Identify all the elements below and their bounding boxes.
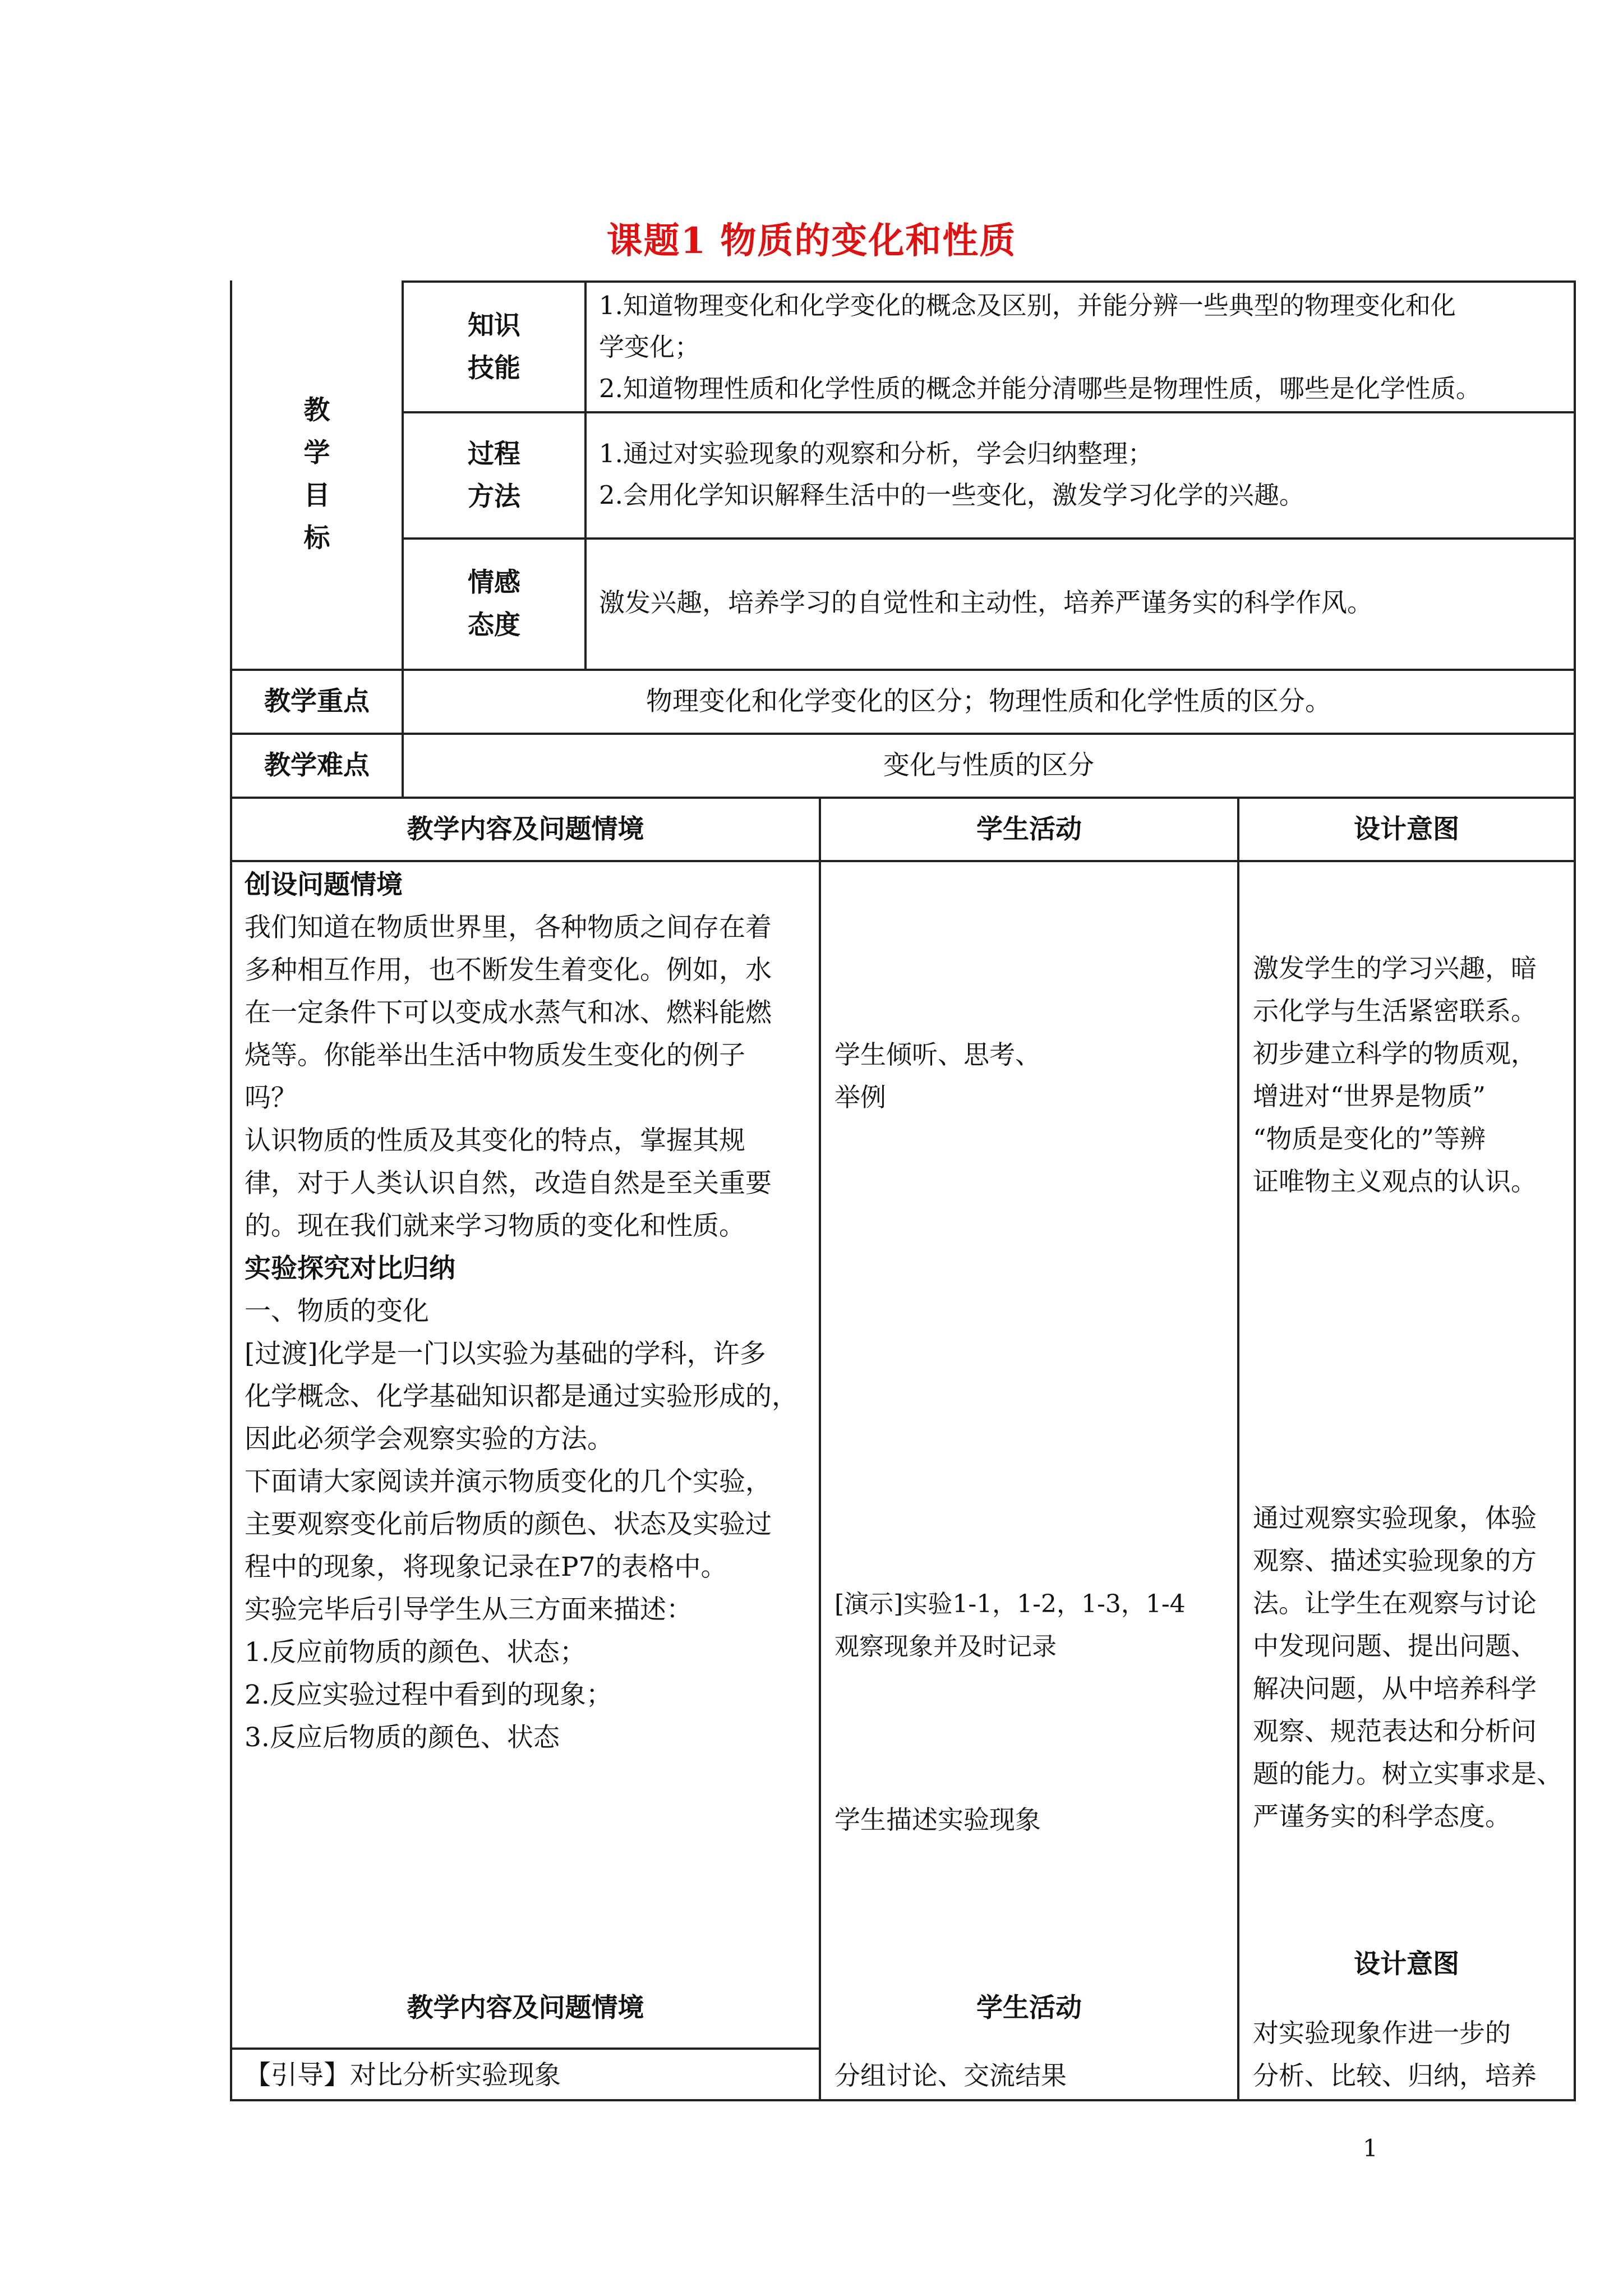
activity-3: 学生描述实验现象 [834, 1805, 1041, 1835]
objective-knowledge-label: 知识 技能 [468, 310, 520, 384]
objective-attitude-label: 情感 态度 [468, 567, 520, 641]
objective-process-label: 过程 方法 [468, 438, 520, 512]
activity-1: 学生倾听、思考、 举例 [834, 1039, 1041, 1112]
objective-knowledge-content: 1.知道物理变化和化学变化的概念及区别，并能分辨一些典型的物理变化和化 学变化； 2.知道物理性质和化学性质的概念并能分清哪些是物理性质，哪些是化学性质。 [599, 291, 1481, 403]
objective-process-content: 1.通过对实验现象的观察和分析，学会归纳整理； 2.会用化学知识解释生活中的一些变化，激发学习化学的兴趣。 [599, 439, 1304, 510]
header-intent-repeat: 设计意图 [1354, 1949, 1459, 1980]
objectives-label-char: 目 [303, 480, 330, 511]
key-points-value: 物理变化和化学变化的区分；物理性质和化学性质的区分。 [646, 686, 1331, 717]
intent-3: 对实验现象作进一步的 分析、比较、归纳，培养 [1253, 2018, 1537, 2091]
page-number: 1 [1363, 2134, 1378, 2162]
key-points-label: 教学重点 [264, 686, 370, 717]
objectives-label-char: 教 [303, 395, 330, 426]
header-content-repeat: 教学内容及问题情境 [407, 1993, 644, 2023]
activity-2: [演示]实验1-1，1-2，1-3，1-4 观察现象并及时记录 [834, 1590, 1186, 1661]
intent-2: 通过观察实验现象，体验 观察、描述实验现象的方 法。让学生在观察与讨论 中发现问题、提出问题、 解决问题，从中培养科学 观察、规范表达和分析问 题的能力。树立实事求是、 严谨务实的科学态度。 [1253, 1503, 1562, 1832]
objectives-label-char: 学 [303, 438, 330, 468]
header-content: 教学内容及问题情境 [407, 813, 644, 845]
difficulty-label: 教学难点 [264, 750, 370, 781]
content-column: 创设问题情境 我们知道在物质世界里，各种物质之间存在着 多种相互作用，也不断发生着变化。例如，水 在一定条件下可以变成水蒸气和冰、燃料能燃 烧等。你能举出生活中物质发生变化的例子 吗？ 认识物质的性质及其变化的特点，掌握其规 律，对于人类认识自然，改造自然是至关重要 的。现在我们就来学习物质的变化和性质。 实验探究对比归纳 一、物质的变化 [过渡]化学是一门以实验为基础的学科，许多 化学概念、化学基础知识都是通过实验形成的， 因此必须学会观察实验的方法。 下面请大家阅读并演示物质变化的几个实验， 主要观察变化前后物质的颜色、状态及实验过 程中的现象，将现象记录在P7的表格中。 实验完毕后引导学生从三方面来描述： 1.反应前物质的颜色、状态； 2.反应实验过程中看到的现象； 3.反应后物质的颜色、状态 [245, 864, 817, 1759]
header-intent: 设计意图 [1354, 813, 1459, 845]
difficulty-value: 变化与性质的区分 [883, 750, 1094, 781]
guide-text: 【引导】对比分析实验现象 [245, 2060, 561, 2091]
objective-attitude-content: 激发兴趣，培养学习的自觉性和主动性，培养严谨务实的科学作风。 [599, 587, 1373, 618]
intent-1: 激发学生的学习兴趣，暗 示化学与生活紧密联系。 初步建立科学的物质观， 增进对“世界是物质” “物质是变化的”等辨 证唯物主义观点的认识。 [1253, 953, 1537, 1197]
section-heading: 实验探究对比归纳 [245, 1253, 455, 1284]
section-heading: 创设问题情境 [245, 869, 403, 900]
page-title: 课题1 物质的变化和性质 [606, 220, 1017, 262]
header-activity-repeat: 学生活动 [976, 1993, 1082, 2023]
activity-4: 分组讨论、交流结果 [834, 2060, 1067, 2091]
header-activity: 学生活动 [976, 813, 1082, 845]
objectives-label [232, 280, 402, 669]
objectives-label-char: 标 [303, 523, 330, 554]
